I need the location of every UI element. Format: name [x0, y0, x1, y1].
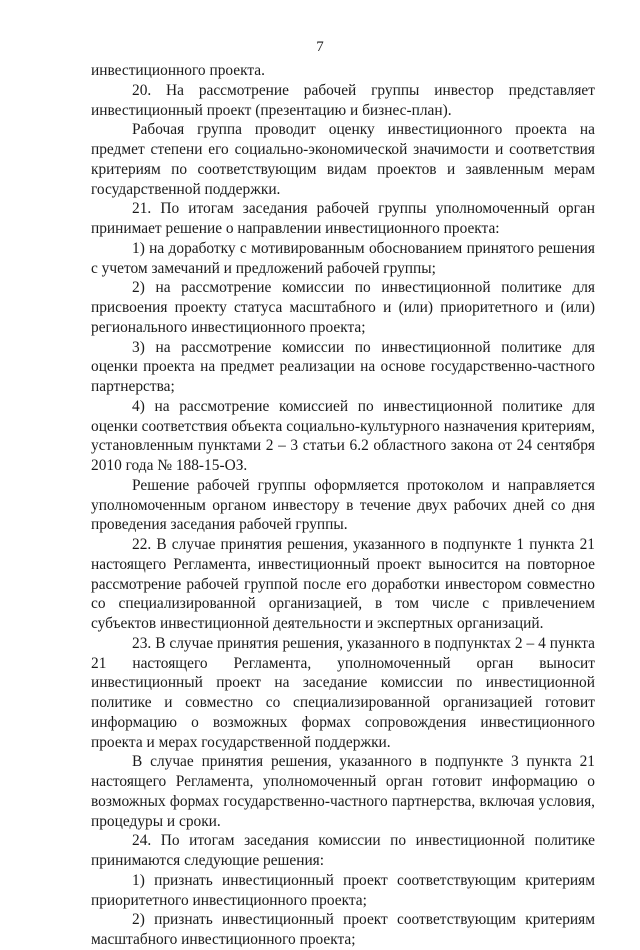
subparagraph-21-4: 4) на рассмотрение комиссией по инвестиционной политике для оценки соответствия объекта социально-культурного назначения критериям, установленным пунктами 2 – 3 статьи 6.2 областного закона от 24 сентября 2010 года № 188-15-ОЗ.: [91, 397, 595, 474]
paragraph-item-20: 20. На рассмотрение рабочей группы инвестор представляет инвестиционный проект (презентацию и бизнес-план).: [91, 81, 595, 119]
subparagraph-21-1: 1) на доработку с мотивированным обоснованием принятого решения с учетом замечаний и предложений рабочей группы;: [91, 239, 595, 277]
paragraph-decision-protocol: Решение рабочей группы оформляется протоколом и направляется уполномоченным органом инвестору в течение двух рабочих дней со дня проведения заседания рабочей группы.: [91, 476, 595, 534]
subparagraph-24-2: 2) признать инвестиционный проект соответствующим критериям масштабного инвестиционного проекта;: [91, 911, 595, 948]
subparagraph-24-1: 1) признать инвестиционный проект соответствующим критериям приоритетного инвестиционного проекта;: [91, 871, 595, 909]
paragraph-ppp-information: В случае принятия решения, указанного в подпункте 3 пункта 21 настоящего Регламента, уполномоченный орган готовит информацию о возможных формах государственно-частного партнерства, включая условия, процедуры и сроки.: [91, 753, 595, 830]
paragraph-item-21: 21. По итогам заседания рабочей группы уполномоченный орган принимает решение о направлении инвестиционного проекта:: [91, 200, 595, 237]
subparagraph-21-3: 3) на рассмотрение комиссии по инвестиционной политике для оценки проекта на предмет реализации на основе государственно-частного партнерства;: [91, 338, 595, 395]
subparagraph-21-2: 2) на рассмотрение комиссии по инвестиционной политике для присвоения проекту статуса масштабного и (или) приоритетного и (или) регионального инвестиционного проекта;: [91, 279, 595, 336]
paragraph-item-22: 22. В случае принятия решения, указанного в подпункте 1 пункта 21 настоящего Регламента, инвестиционный проект выносится на повторное рассмотрение рабочей группой после его доработки инвестором совместно со специализированной организацией, в том числе с привлечением субъектов инвестиционной деятельности и экспертных организаций.: [91, 536, 595, 632]
paragraph-working-group-assessment: Рабочая группа проводит оценку инвестиционного проекта на предмет степени его социально-экономической значимости и соответствия критериям по соответствующим видам проектов и заявленным мерам государственной поддержки.: [91, 121, 595, 198]
paragraph-continuation: инвестиционного проекта.: [91, 62, 265, 79]
paragraph-item-24: 24. По итогам заседания комиссии по инвестиционной политике принимаются следующие решения:: [91, 832, 595, 869]
document-body: [91, 61, 595, 950]
page-number: 7: [316, 39, 324, 55]
paragraph-item-23: 23. В случае принятия решения, указанного в подпунктах 2 – 4 пункта 21 настоящего Регламента, уполномоченный орган выносит инвестиционный проект на заседание комиссии по инвестиционной политике и совместно со специализированной организацией готовит информацию о возможных формах сопровождения инвестиционного проекта и мерах государственной поддержки.: [91, 634, 595, 751]
